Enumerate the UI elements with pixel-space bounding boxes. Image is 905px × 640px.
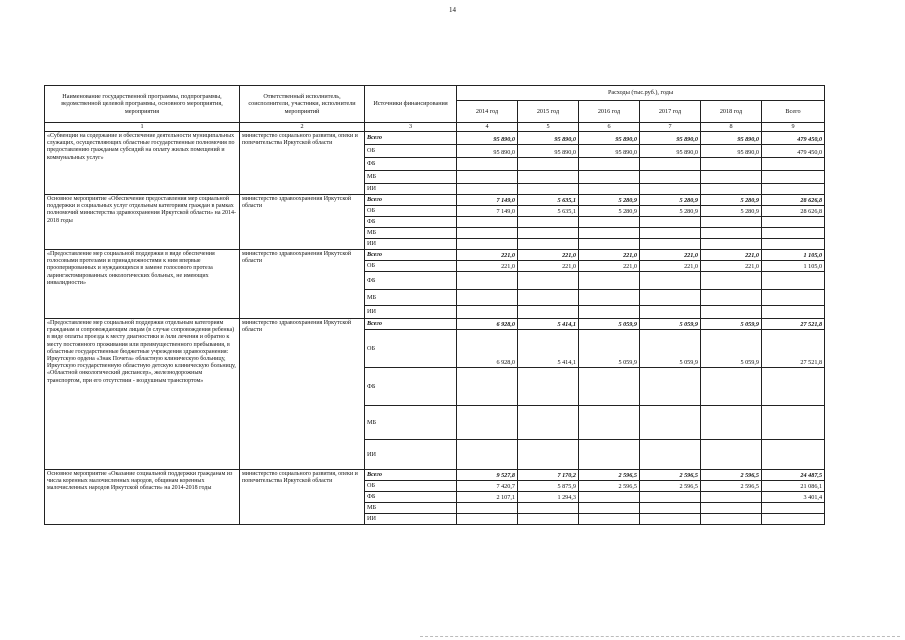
total-value-cell: 479 450,0 — [762, 132, 825, 145]
year-value-cell — [640, 158, 701, 171]
year-value-cell: 5 059,9 — [579, 330, 640, 368]
year-value-cell — [640, 228, 701, 239]
funding-source-cell: МБ — [365, 228, 457, 239]
year-value-cell — [640, 492, 701, 503]
responsible-cell: министерство здравоохранения Иркутской области — [240, 250, 365, 319]
year-value-cell: 95 890,0 — [701, 132, 762, 145]
year-value-cell — [457, 440, 518, 470]
year-value-cell — [701, 184, 762, 195]
year-value-cell: 2 596,5 — [579, 470, 640, 481]
scan-footer-marks — [420, 636, 900, 637]
year-value-cell: 5 059,9 — [701, 319, 762, 330]
year-value-cell — [457, 503, 518, 514]
year-value-cell: 95 890,0 — [457, 132, 518, 145]
year-value-cell: 5 059,9 — [701, 330, 762, 368]
expenses-table — [44, 85, 825, 525]
total-value-cell — [762, 503, 825, 514]
year-value-cell — [701, 171, 762, 184]
responsible-cell: министерство социального развития, опеки и попечительства Иркутской области — [240, 132, 365, 195]
funding-source-cell: Всего — [365, 470, 457, 481]
funding-source-cell: МБ — [365, 290, 457, 306]
table-row — [45, 195, 825, 206]
year-value-cell: 5 059,9 — [579, 319, 640, 330]
column-index: 5 — [518, 123, 579, 132]
year-value-cell: 95 890,0 — [640, 145, 701, 158]
year-value-cell: 221,0 — [518, 261, 579, 272]
year-value-cell — [579, 184, 640, 195]
funding-source-cell: ИИ — [365, 306, 457, 319]
funding-source-cell: ИИ — [365, 440, 457, 470]
year-value-cell — [457, 514, 518, 525]
funding-source-cell: ИИ — [365, 514, 457, 525]
year-value-cell — [579, 368, 640, 406]
year-value-cell — [579, 406, 640, 440]
event-name-cell: Основное мероприятие «Оказание социальной поддержки гражданам из числа коренных малочисленных народов, общинам коренных малочисленных народов Иркутской области» на 2014-2018 годы — [45, 470, 240, 525]
year-value-cell — [579, 171, 640, 184]
year-value-cell — [640, 184, 701, 195]
funding-source-cell: ФБ — [365, 217, 457, 228]
year-value-cell: 95 890,0 — [579, 132, 640, 145]
year-value-cell: 95 890,0 — [579, 145, 640, 158]
funding-source-cell: ОБ — [365, 330, 457, 368]
funding-source-cell: ОБ — [365, 481, 457, 492]
year-value-cell: 6 928,0 — [457, 319, 518, 330]
year-value-cell — [579, 492, 640, 503]
year-value-cell — [701, 440, 762, 470]
year-value-cell — [701, 228, 762, 239]
year-value-cell — [518, 158, 579, 171]
year-value-cell — [518, 503, 579, 514]
year-value-cell: 5 280,9 — [701, 206, 762, 217]
year-value-cell: 5 414,1 — [518, 319, 579, 330]
funding-source-cell: Всего — [365, 132, 457, 145]
total-value-cell — [762, 239, 825, 250]
year-value-cell: 95 890,0 — [518, 132, 579, 145]
header-year: 2018 год — [701, 101, 762, 123]
year-value-cell: 5 280,9 — [640, 206, 701, 217]
funding-source-cell: Всего — [365, 250, 457, 261]
total-value-cell: 479 450,0 — [762, 145, 825, 158]
funding-source-cell: ФБ — [365, 158, 457, 171]
total-value-cell: 3 401,4 — [762, 492, 825, 503]
year-value-cell: 2 596,5 — [640, 470, 701, 481]
year-value-cell — [518, 306, 579, 319]
year-value-cell — [640, 272, 701, 290]
total-value-cell — [762, 228, 825, 239]
total-value-cell — [762, 306, 825, 319]
event-name-cell: «Субвенции на содержание и обеспечение деятельности муниципальных служащих, осуществляющих областные государственные полномочия по предоставлению гражданам субсидий на оплату жилых помещений и коммунальных услуг» — [45, 132, 240, 195]
column-index: 8 — [701, 123, 762, 132]
year-value-cell: 2 596,5 — [640, 481, 701, 492]
year-value-cell — [701, 239, 762, 250]
event-name-cell: «Предоставление мер социальной поддержки отдельным категориям гражданам и сопровождающим лицам (в случае сопровождения ребенка) в виде оплаты проезда к месту диагностики и /или лечения и обратно к месту постоянного проживания или преимущественного пребывания, в областные государственные бюджетные учреждения здравоохранения: Иркутскую ордена «Знак Почета» областную клиническую больницу, Иркутскую государственную областную детскую клиническую больницу, «Областной онкологический диспансер», железнодорожным транспортом, при его отсутствии - воздушным транспортом» — [45, 319, 240, 470]
table-row — [45, 132, 825, 145]
total-value-cell — [762, 440, 825, 470]
year-value-cell — [457, 217, 518, 228]
year-value-cell: 5 875,9 — [518, 481, 579, 492]
year-value-cell: 5 059,9 — [640, 319, 701, 330]
year-value-cell: 221,0 — [579, 261, 640, 272]
year-value-cell: 7 170,2 — [518, 470, 579, 481]
year-value-cell: 95 890,0 — [701, 145, 762, 158]
column-index: 1 — [45, 123, 240, 132]
year-value-cell — [518, 228, 579, 239]
total-value-cell — [762, 217, 825, 228]
year-value-cell: 5 280,9 — [579, 195, 640, 206]
funding-source-cell: ОБ — [365, 261, 457, 272]
year-value-cell — [457, 184, 518, 195]
header-year: 2016 год — [579, 101, 640, 123]
year-value-cell — [518, 217, 579, 228]
year-value-cell — [457, 290, 518, 306]
year-value-cell — [518, 272, 579, 290]
column-index: 4 — [457, 123, 518, 132]
responsible-cell: министерство здравоохранения Иркутской области — [240, 319, 365, 470]
table-row — [45, 470, 825, 481]
year-value-cell — [518, 406, 579, 440]
year-value-cell: 221,0 — [457, 250, 518, 261]
event-name-cell: Основное мероприятие «Обеспечение предоставления мер социальной поддержки и социальных услуг отдельным категориям граждан в рамках полномочий министерства здравоохранения Иркутской области» на 2014-2018 годы — [45, 195, 240, 250]
total-value-cell: 28 626,8 — [762, 195, 825, 206]
year-value-cell — [457, 228, 518, 239]
year-value-cell — [457, 406, 518, 440]
year-value-cell — [579, 239, 640, 250]
responsible-cell: министерство социального развития, опеки и попечительства Иркутской области — [240, 470, 365, 525]
funding-source-cell: ФБ — [365, 368, 457, 406]
funding-source-cell: МБ — [365, 171, 457, 184]
total-value-cell — [762, 171, 825, 184]
year-value-cell — [579, 503, 640, 514]
column-index: 6 — [579, 123, 640, 132]
year-value-cell — [579, 217, 640, 228]
header-year: 2017 год — [640, 101, 701, 123]
table-body — [45, 132, 825, 525]
year-value-cell: 9 527,8 — [457, 470, 518, 481]
year-value-cell — [640, 406, 701, 440]
year-value-cell — [701, 514, 762, 525]
page-number: 14 — [449, 6, 456, 14]
year-value-cell: 5 280,9 — [701, 195, 762, 206]
year-value-cell: 5 635,1 — [518, 206, 579, 217]
year-value-cell: 2 107,1 — [457, 492, 518, 503]
funding-source-cell: МБ — [365, 406, 457, 440]
header-year: Всего — [762, 101, 825, 123]
year-value-cell: 2 596,5 — [701, 481, 762, 492]
total-value-cell: 1 105,0 — [762, 250, 825, 261]
year-value-cell — [640, 503, 701, 514]
year-value-cell: 221,0 — [518, 250, 579, 261]
total-value-cell — [762, 158, 825, 171]
year-value-cell — [457, 171, 518, 184]
year-value-cell: 2 596,5 — [579, 481, 640, 492]
funding-source-cell: ИИ — [365, 184, 457, 195]
year-value-cell: 7 149,0 — [457, 195, 518, 206]
column-index: 7 — [640, 123, 701, 132]
year-value-cell — [457, 158, 518, 171]
funding-source-cell: ИИ — [365, 239, 457, 250]
total-value-cell: 21 086,1 — [762, 481, 825, 492]
year-value-cell: 95 890,0 — [457, 145, 518, 158]
column-index: 3 — [365, 123, 457, 132]
year-value-cell — [640, 306, 701, 319]
funding-source-cell: Всего — [365, 195, 457, 206]
year-value-cell — [701, 217, 762, 228]
year-value-cell: 95 890,0 — [518, 145, 579, 158]
event-name-cell: «Предоставление мер социальной поддержки в виде обеспечения голосовыми протезами и принадлежностями к ним впервые прооперированных и нуждающихся в замене голосового протеза ларингэктомированных онкологических больных, не имеющих инвалидности» — [45, 250, 240, 319]
year-value-cell — [579, 272, 640, 290]
year-value-cell — [640, 368, 701, 406]
year-value-cell — [579, 158, 640, 171]
year-value-cell — [701, 492, 762, 503]
year-value-cell — [457, 272, 518, 290]
year-value-cell: 221,0 — [701, 250, 762, 261]
column-index: 2 — [240, 123, 365, 132]
year-value-cell: 95 890,0 — [640, 132, 701, 145]
year-value-cell — [457, 368, 518, 406]
year-value-cell — [518, 290, 579, 306]
header-sources: Источники финансирования — [365, 86, 457, 123]
year-value-cell: 221,0 — [701, 261, 762, 272]
year-value-cell — [518, 239, 579, 250]
total-value-cell: 28 626,8 — [762, 206, 825, 217]
funding-source-cell: ОБ — [365, 206, 457, 217]
year-value-cell — [701, 406, 762, 440]
table-row — [45, 319, 825, 330]
header-expenses: Расходы (тыс.руб.), годы — [457, 86, 825, 101]
year-value-cell — [518, 440, 579, 470]
year-value-cell — [701, 503, 762, 514]
year-value-cell — [579, 290, 640, 306]
year-value-cell — [640, 239, 701, 250]
year-value-cell — [579, 514, 640, 525]
year-value-cell: 2 596,5 — [701, 470, 762, 481]
funding-source-cell: ФБ — [365, 272, 457, 290]
year-value-cell — [701, 158, 762, 171]
year-value-cell — [701, 368, 762, 406]
year-value-cell — [457, 306, 518, 319]
total-value-cell — [762, 514, 825, 525]
year-value-cell: 221,0 — [640, 261, 701, 272]
total-value-cell — [762, 290, 825, 306]
year-value-cell — [640, 217, 701, 228]
funding-source-cell: МБ — [365, 503, 457, 514]
year-value-cell: 5 635,1 — [518, 195, 579, 206]
header-responsible: Ответственный исполнитель, соисполнители, участники, исполнители мероприятий — [240, 86, 365, 123]
header-year: 2014 год — [457, 101, 518, 123]
funding-source-cell: ФБ — [365, 492, 457, 503]
responsible-cell: министерство здравоохранения Иркутской области — [240, 195, 365, 250]
total-value-cell — [762, 368, 825, 406]
year-value-cell: 5 059,9 — [640, 330, 701, 368]
table-row — [45, 250, 825, 261]
column-index-row — [45, 123, 825, 132]
total-value-cell — [762, 184, 825, 195]
year-value-cell: 221,0 — [640, 250, 701, 261]
total-value-cell: 1 105,0 — [762, 261, 825, 272]
year-value-cell — [579, 440, 640, 470]
year-value-cell — [640, 290, 701, 306]
header-name: Наименование государственной программы, подпрограммы, ведомственной целевой программы, основного мероприятия, мероприятия — [45, 86, 240, 123]
year-value-cell — [640, 514, 701, 525]
year-value-cell: 7 149,0 — [457, 206, 518, 217]
year-value-cell: 5 414,1 — [518, 330, 579, 368]
year-value-cell: 6 928,0 — [457, 330, 518, 368]
year-value-cell — [579, 306, 640, 319]
year-value-cell: 7 420,7 — [457, 481, 518, 492]
year-value-cell — [518, 184, 579, 195]
total-value-cell: 27 521,8 — [762, 330, 825, 368]
year-value-cell — [518, 368, 579, 406]
year-value-cell: 221,0 — [579, 250, 640, 261]
table-header — [45, 86, 825, 132]
year-value-cell — [518, 514, 579, 525]
header-year: 2015 год — [518, 101, 579, 123]
year-value-cell: 5 280,9 — [579, 206, 640, 217]
year-value-cell — [701, 306, 762, 319]
funding-source-cell: ОБ — [365, 145, 457, 158]
expenses-table-wrapper — [44, 85, 824, 525]
year-value-cell: 1 294,3 — [518, 492, 579, 503]
year-value-cell — [457, 239, 518, 250]
funding-source-cell: Всего — [365, 319, 457, 330]
total-value-cell: 24 487,5 — [762, 470, 825, 481]
year-value-cell: 221,0 — [457, 261, 518, 272]
total-value-cell — [762, 272, 825, 290]
total-value-cell: 27 521,8 — [762, 319, 825, 330]
year-value-cell — [640, 440, 701, 470]
year-value-cell — [579, 228, 640, 239]
year-value-cell — [640, 171, 701, 184]
year-value-cell: 5 280,9 — [640, 195, 701, 206]
year-value-cell — [701, 272, 762, 290]
total-value-cell — [762, 406, 825, 440]
year-value-cell — [518, 171, 579, 184]
column-index: 9 — [762, 123, 825, 132]
year-value-cell — [701, 290, 762, 306]
